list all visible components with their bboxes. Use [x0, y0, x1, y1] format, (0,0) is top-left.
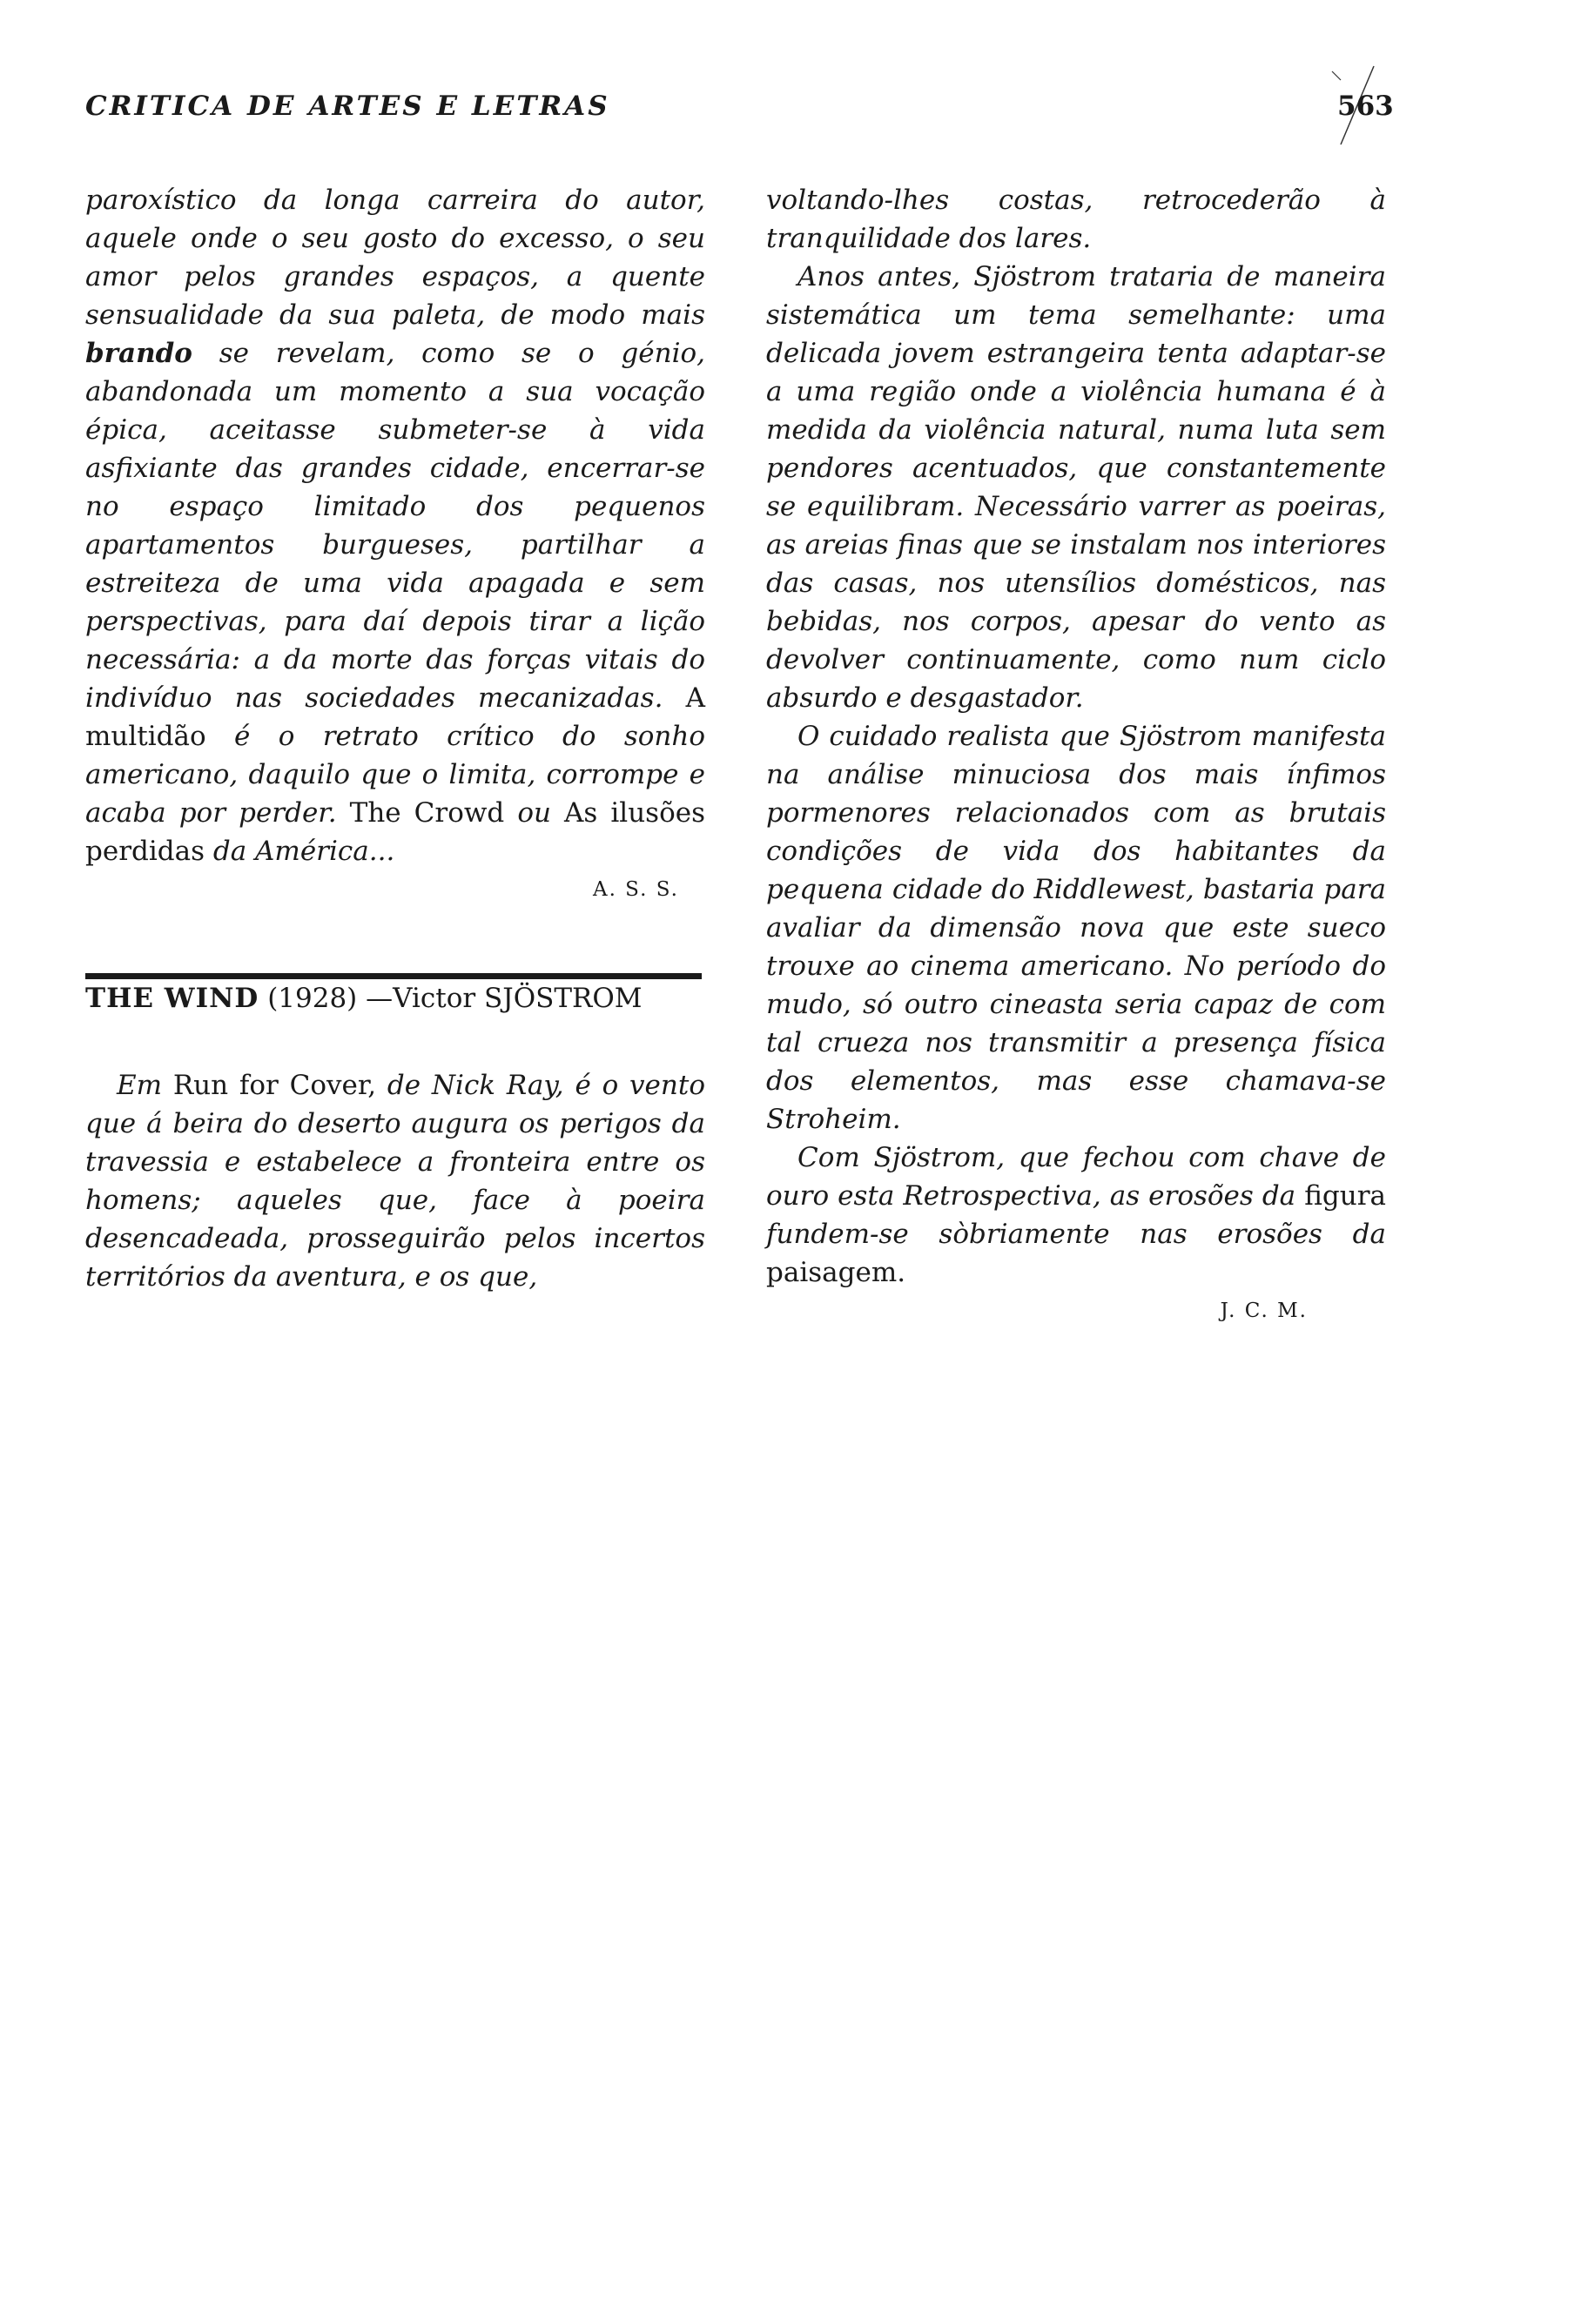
- text-run-roman: Run for Cover,: [172, 1070, 377, 1101]
- text-run: paroxístico da longa carreira do autor, aquele onde o seu gosto do excesso, o seu amor pelos grandes espaços, a quente sensualidade da sua paleta, de modo mais: [85, 185, 705, 331]
- paragraph: [85, 1066, 705, 1296]
- heading-dash: —: [366, 983, 394, 1014]
- paragraph: Anos antes, Sjöstrom trataria de maneira sistemática um tema semelhante: uma delicada jovem estrangeira tenta adaptar-se a uma região onde a violência humana é à medida da violência natural, numa luta sem pendores acentuados, que constantemente se equilibram. Necessário varrer as poeiras, as areias finas que se instalam nos interiores das casas, nos utensílios domésticos, nas bebidas, nos corpos, apesar do vento as devolver continuamente, como num ciclo absurdo e desgastador.: [766, 261, 1386, 714]
- paragraph-continued: [85, 181, 705, 870]
- text-run-roman: figura: [1304, 1180, 1386, 1212]
- author-signature: J. C. M.: [1220, 1300, 1308, 1322]
- text-run-roman: The Crowd: [336, 797, 518, 829]
- paragraph: O cuidado realista que Sjöstrom manifesta na análise minuciosa dos mais ínfimos pormenores relacionados com as brutais condições de vida dos habitantes da pequena cidade do Riddlewest, bastaria para avaliar da dimensão nova que este sueco trouxe ao cinema americano. No período do mudo, só outro cineasta seria capaz de com tal crueza nos transmitir a presença física dos elementos, mas esse chamava-se Stroheim.: [766, 721, 1386, 1135]
- text-run: se revelam, como se o génio, abandonada um momento a sua vocação épica, aceitasse submeter-se à vida asfixiante das grandes cidade, encerrar-se no espaço limitado dos pequenos apartamentos burgueses, partilhar a estreiteza de uma vida apagada e sem perspectivas, para daí depois tirar a lição necessária: a da morte das forças vitais do indivíduo nas sociedades mecanizadas.: [85, 338, 705, 714]
- text-run: de Nick Ray, é o vento que á beira do deserto augura os perigos da travessia e estabelece a fronteira entre os homens; aqueles que, face à poeira desencadeada, prosseguirão pelos incertos territórios da aventura, e os que,: [85, 1070, 705, 1293]
- text-run: fundem-se sòbriamente nas erosões da: [766, 1219, 1386, 1250]
- text-run-bold: brando: [85, 338, 192, 369]
- left-column: [85, 181, 705, 1296]
- running-title: CRITICA DE ARTES E LETRAS: [85, 91, 610, 122]
- film-year: (1928): [267, 983, 358, 1014]
- film-director: Victor SJÖSTROM: [393, 983, 643, 1014]
- page-number: 563: [1337, 91, 1394, 122]
- text-run: ou: [517, 797, 551, 829]
- paragraph-continued: voltando-lhes costas, retrocederão à tranquilidade dos lares.: [766, 185, 1386, 254]
- author-signature: A. S. S.: [592, 878, 679, 901]
- text-run: Em: [117, 1070, 173, 1101]
- text-run: da América...: [212, 836, 395, 867]
- right-column: [766, 181, 1386, 1330]
- section-divider: [85, 973, 702, 979]
- text-run: Com Sjöstrom, que fechou com chave de ouro esta Retrospectiva, as erosões da: [766, 1142, 1386, 1212]
- text-run: é o retrato crítico do sonho americano, daquilo que o limita, corrompe e acaba por perder.: [85, 721, 705, 829]
- text-run-roman: As ilusões perdidas: [85, 797, 706, 867]
- text-run-roman: paisagem.: [766, 1257, 906, 1288]
- film-heading: [85, 979, 705, 1018]
- paragraph: [766, 1138, 1386, 1292]
- text-run-roman: A multidão: [85, 682, 705, 752]
- film-title: THE WIND: [85, 983, 259, 1014]
